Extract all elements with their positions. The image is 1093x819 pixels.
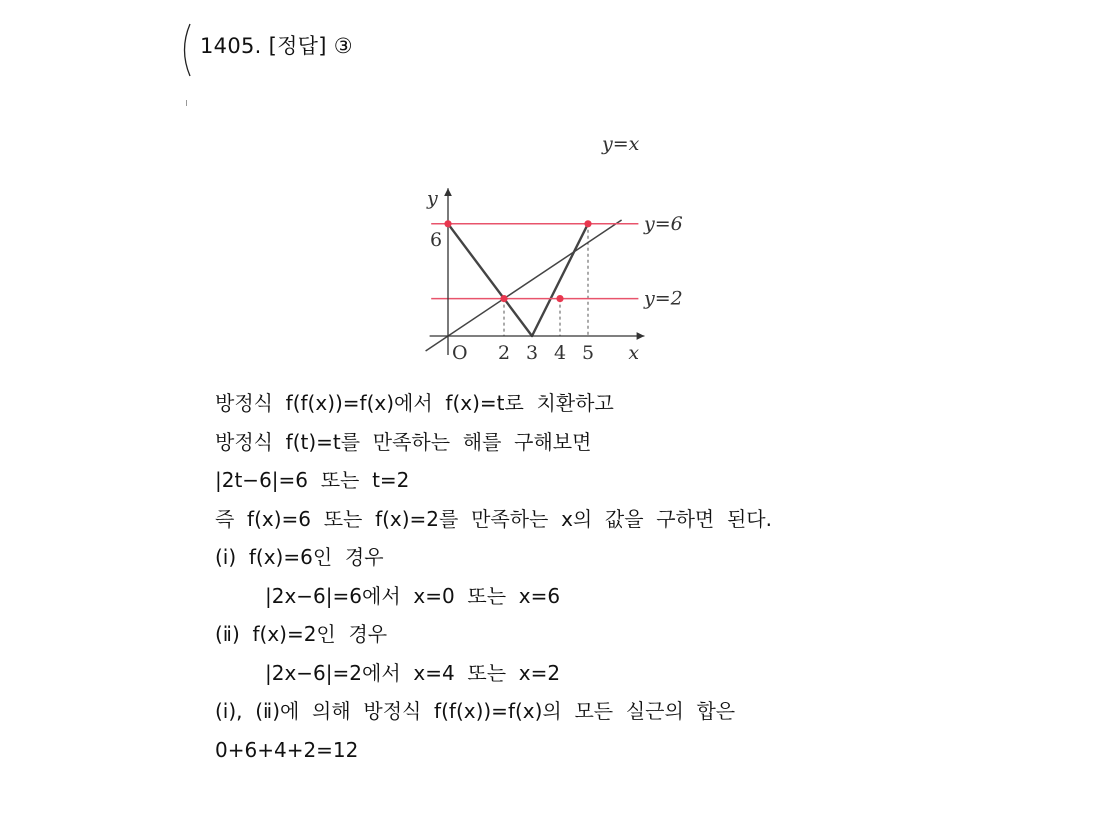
solution-line: 0+6+4+2=12 [215, 737, 359, 762]
intersection-point [500, 295, 507, 302]
solution-line: (ⅰ), (ⅱ)에 의해 방정식 f(f(x))=f(x)의 모든 실근의 합은 [215, 699, 736, 723]
x-tick-label: 5 [582, 342, 595, 364]
label-y-eq-2: y=2 [644, 287, 683, 310]
graph-axes [430, 188, 645, 355]
y-tick-6: 6 [430, 228, 443, 251]
x-tick-label: 3 [526, 342, 539, 364]
dashed-guides [504, 224, 588, 336]
graph-lines [426, 220, 639, 351]
solution-line: 즉 f(x)=6 또는 f(x)=2를 만족하는 x의 값을 구하면 된다. [215, 506, 772, 531]
solution-line: (ⅰ) f(x)=6인 경우 [215, 545, 384, 569]
identity-line [426, 220, 622, 351]
problem-header: 1405. [정답] ③ [200, 34, 353, 58]
y-axis-label: y [427, 187, 438, 210]
x-axis-label: x [628, 342, 640, 364]
solution-line: 방정식 f(f(x))=f(x)에서 f(x)=t로 치환하고 [215, 391, 614, 415]
x-tick-label: 4 [554, 342, 567, 364]
solution-line: |2x−6|=2에서 x=4 또는 x=2 [265, 660, 561, 685]
solution-line: 방정식 f(t)=t를 만족하는 해를 구해보면 [215, 429, 592, 454]
solution-text [215, 384, 1075, 769]
x-tick-label: 2 [498, 342, 511, 364]
label-y-eq-x: y=x [602, 133, 640, 155]
intersection-point [584, 220, 591, 227]
intersection-point [556, 295, 563, 302]
solution-line: |2t−6|=6 또는 t=2 [215, 468, 410, 492]
function-graph [400, 112, 710, 374]
function-curve [448, 224, 588, 336]
solution-line: |2x−6|=6에서 x=0 또는 x=6 [265, 583, 561, 608]
graph-labels [426, 133, 683, 364]
margin-bracket [178, 22, 192, 78]
intersection-point [444, 220, 451, 227]
margin-tick [186, 100, 187, 106]
solution-line: (ⅱ) f(x)=2인 경우 [215, 622, 388, 646]
x-tick-label: O [452, 342, 468, 364]
label-y-eq-6: y=6 [644, 212, 683, 235]
